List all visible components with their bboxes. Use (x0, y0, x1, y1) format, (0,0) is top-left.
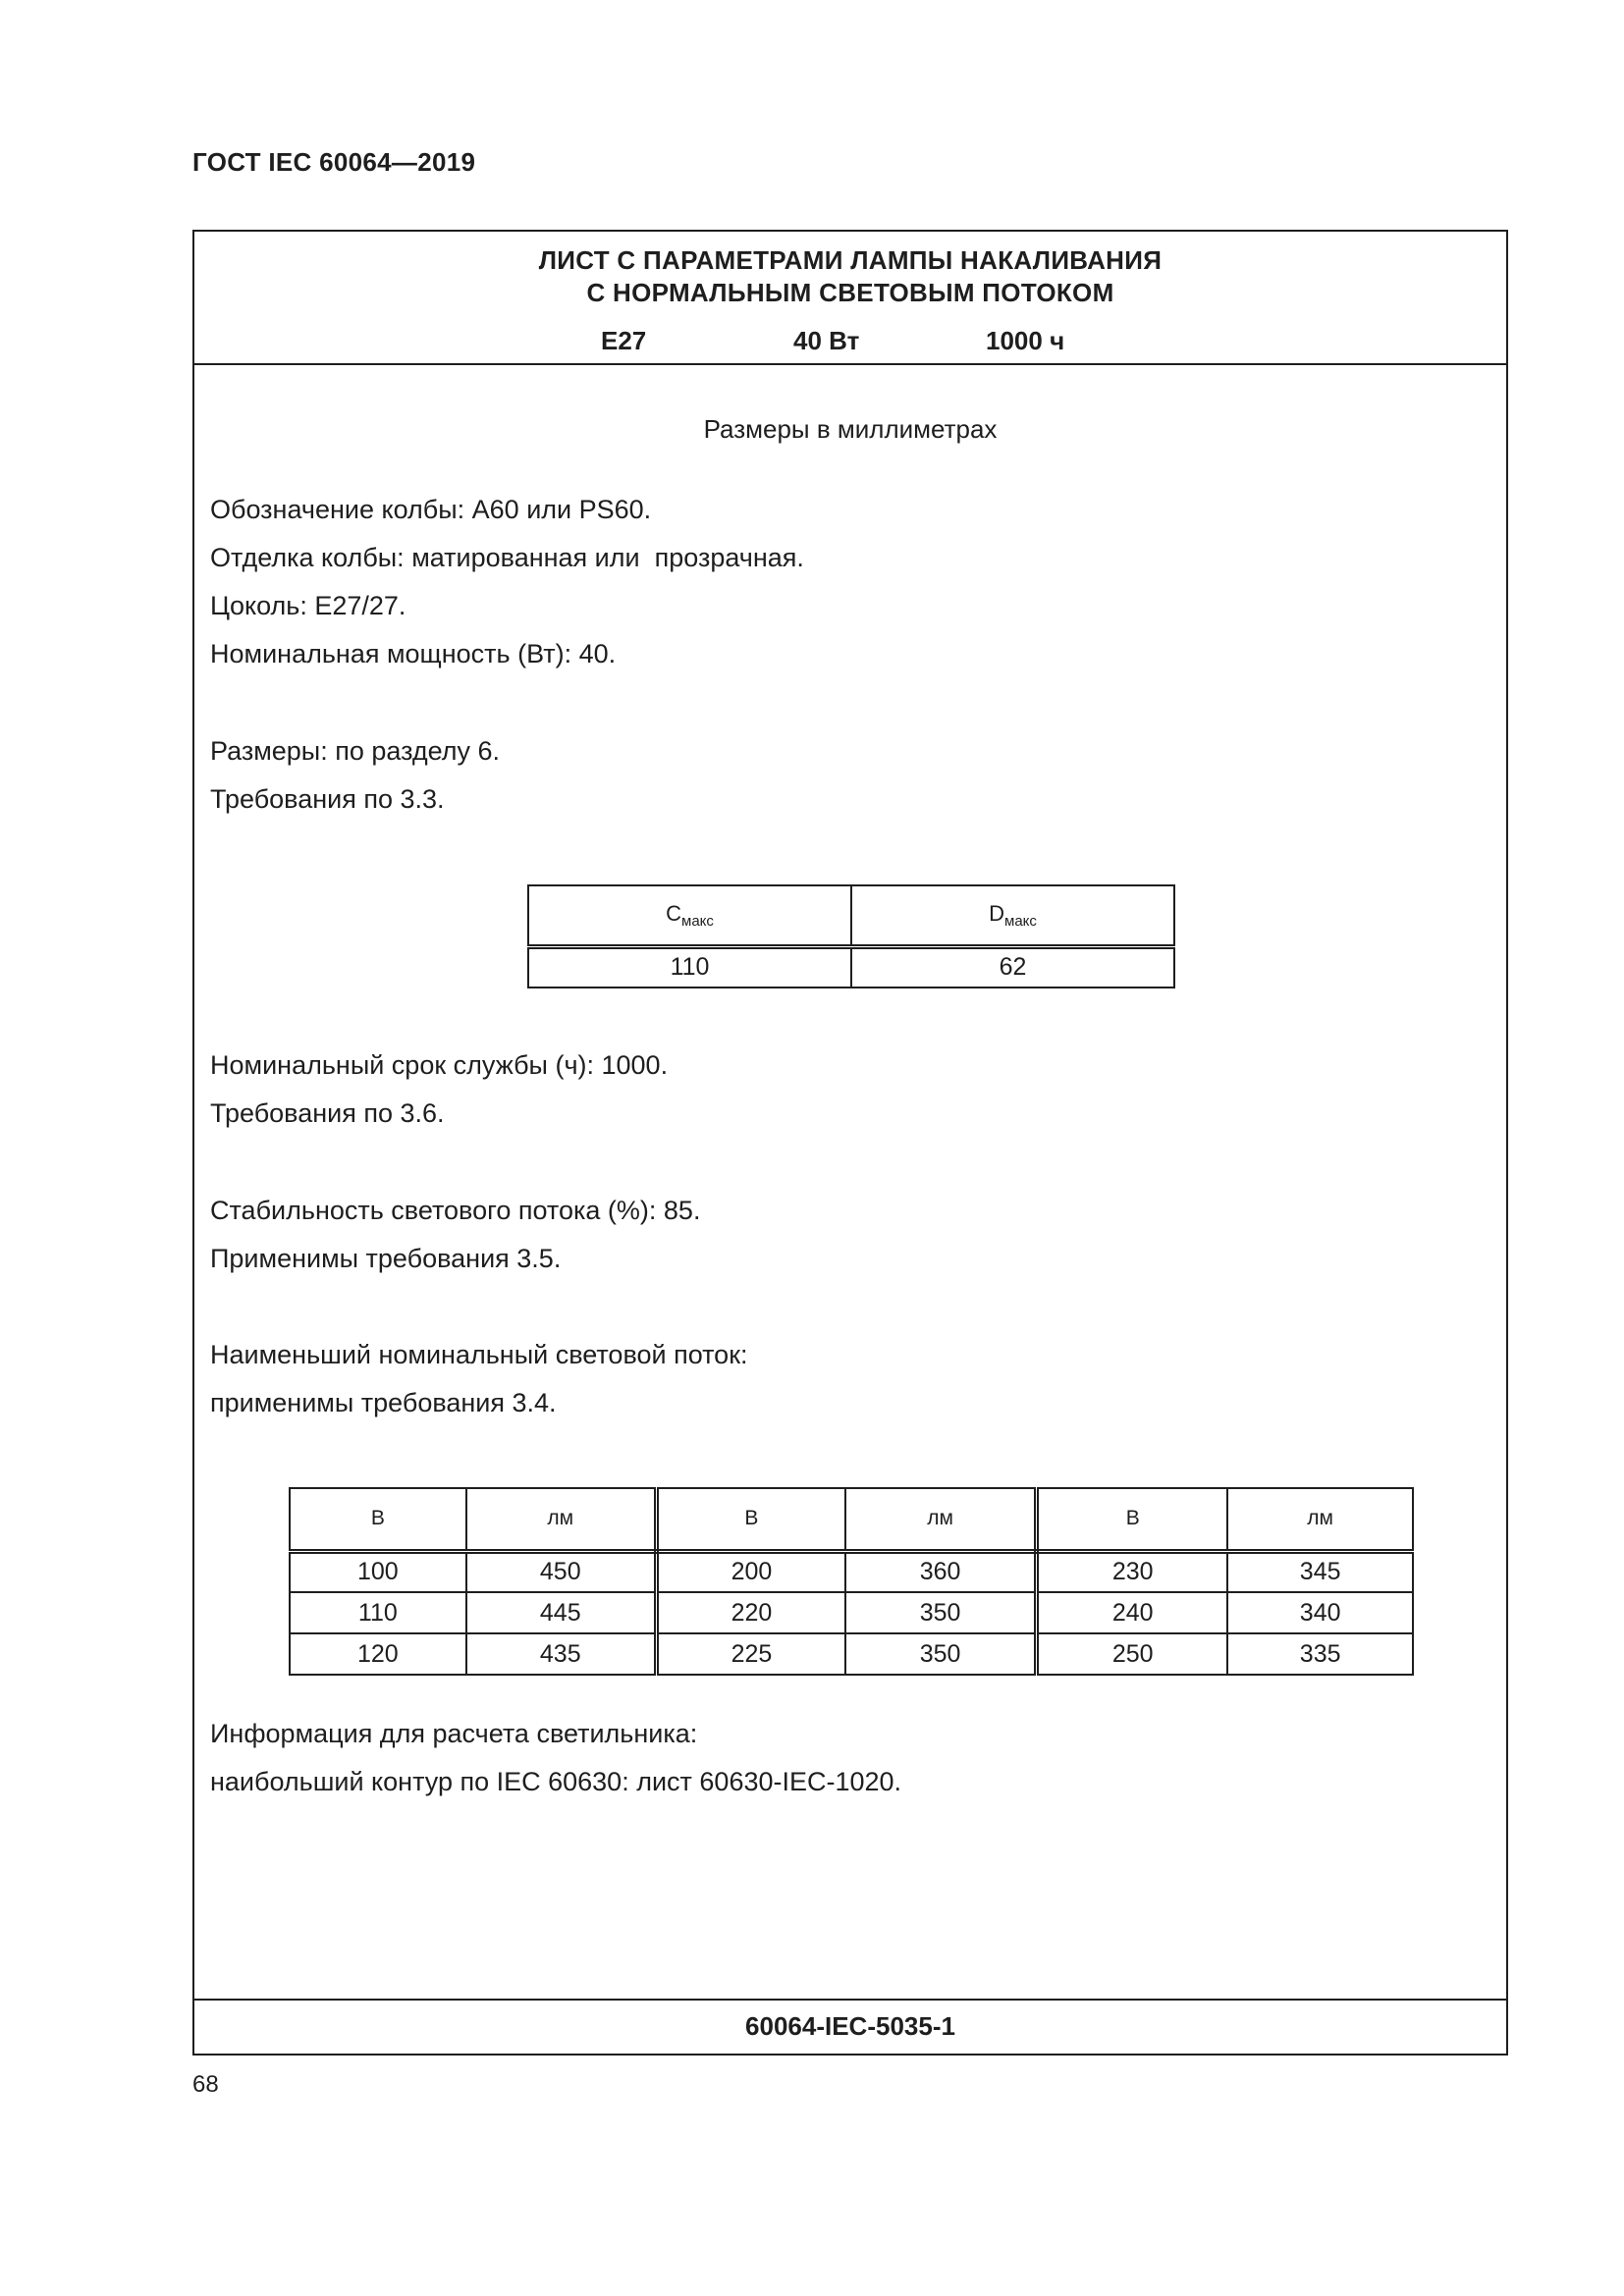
min-luminous-flux: Наименьший номинальный световой поток: (210, 1340, 748, 1369)
table-cell: 350 (845, 1592, 1037, 1633)
dimensions-reference: Размеры: по разделу 6. (210, 736, 501, 766)
table-cell: 230 (1037, 1551, 1228, 1592)
table-cell: 120 (290, 1633, 466, 1675)
param-cap: E27 (601, 326, 647, 355)
table-cell: 250 (1037, 1633, 1228, 1675)
bulb-finish: Отделка колбы: матированная или прозрачная. (210, 543, 804, 572)
table-cell: 100 (290, 1551, 466, 1592)
luminaire-info: Информация для расчета светильника: (210, 1719, 698, 1748)
table-cell: 340 (1227, 1592, 1413, 1633)
table-row (290, 1592, 1413, 1633)
sheet-title-line-1: ЛИСТ С ПАРАМЕТРАМИ ЛАМПЫ НАКАЛИВАНИЯ (538, 245, 1163, 275)
flux-requirements: применимы требования 3.4. (210, 1388, 557, 1417)
table-cell: 225 (656, 1633, 845, 1675)
rated-life: Номинальный срок службы (ч): 1000. (210, 1050, 669, 1080)
table-cell: 445 (466, 1592, 657, 1633)
table-cell: 450 (466, 1551, 657, 1592)
sheet-number: 60064-IEC-5035-1 (194, 1999, 1506, 2054)
table-cell: 435 (466, 1633, 657, 1675)
table-cell: 360 (845, 1551, 1037, 1592)
table-cell: 200 (656, 1551, 845, 1592)
document-header: ГОСТ IEC 60064—2019 (192, 147, 476, 177)
lumen-header: лм (1227, 1488, 1413, 1551)
cap-type: Цоколь: E27/27. (210, 591, 406, 620)
table-cell: 345 (1227, 1551, 1413, 1592)
table-cell: 110 (290, 1592, 466, 1633)
volt-header: В (656, 1488, 845, 1551)
volt-header: В (1037, 1488, 1228, 1551)
lumen-header: лм (466, 1488, 657, 1551)
table-cell: 335 (1227, 1633, 1413, 1675)
page-number: 68 (192, 2071, 219, 2098)
table-cell: 240 (1037, 1592, 1228, 1633)
dimension-table (527, 884, 1175, 988)
c-max-label: C (666, 900, 681, 926)
param-life: 1000 ч (986, 326, 1065, 355)
volt-header: В (290, 1488, 466, 1551)
table-cell: 220 (656, 1592, 845, 1633)
sheet-title-line-2: С НОРМАЛЬНЫМ СВЕТОВЫМ ПОТОКОМ (586, 278, 1114, 307)
rated-wattage: Номинальная мощность (Вт): 40. (210, 639, 617, 668)
parameter-sheet-frame (192, 230, 1508, 2056)
d-max-value: 62 (851, 946, 1174, 988)
maintenance-requirements: Применимы требования 3.5. (210, 1244, 562, 1273)
lumen-maintenance: Стабильность светового потока (%): 85. (210, 1196, 701, 1225)
bulb-designation: Обозначение колбы: A60 или PS60. (210, 495, 652, 524)
c-max-subscript: макс (681, 912, 714, 930)
lamp-parameters (194, 326, 1506, 357)
d-max-label: D (989, 900, 1004, 926)
voltage-flux-table (289, 1487, 1414, 1676)
title-block (194, 232, 1506, 365)
max-outline-reference: наибольший контур по IEC 60630: лист 60630-IEC-1020. (210, 1767, 902, 1796)
units-note: Размеры в миллиметрах (703, 414, 998, 444)
param-power: 40 Вт (793, 326, 860, 355)
d-max-subscript: макс (1004, 912, 1037, 930)
lumen-header: лм (845, 1488, 1037, 1551)
d-max-header (851, 885, 1174, 946)
table-row (290, 1551, 1413, 1592)
life-requirements: Требования по 3.6. (210, 1098, 445, 1128)
table-cell: 350 (845, 1633, 1037, 1675)
c-max-header (528, 885, 851, 946)
dimensions-requirements: Требования по 3.3. (210, 784, 445, 814)
table-row (290, 1633, 1413, 1675)
c-max-value: 110 (528, 946, 851, 988)
